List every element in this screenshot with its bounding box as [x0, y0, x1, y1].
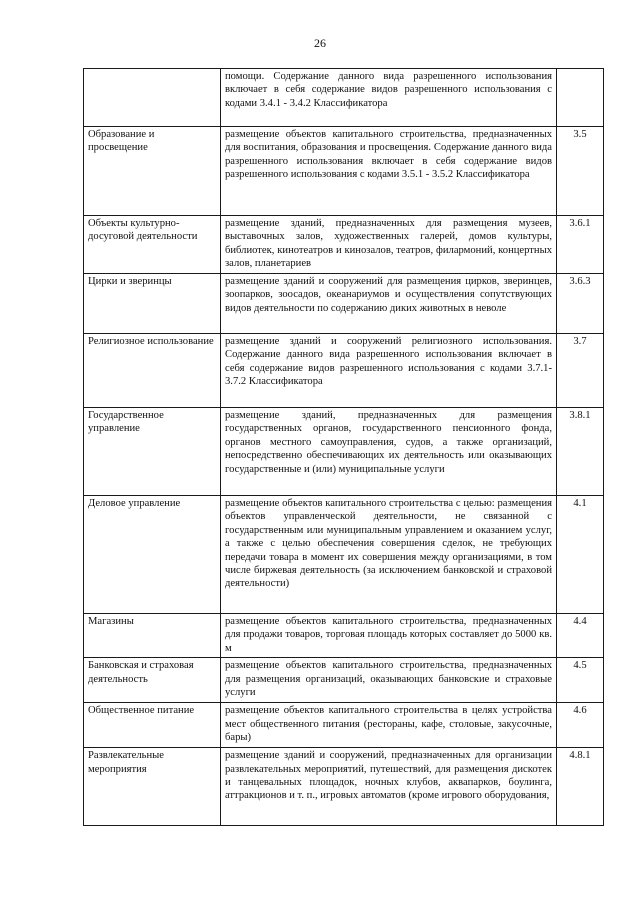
- use-type-description: размещение зданий, предназначенных для размещения музеев, выставочных залов, художественных галерей, домов культуры, библиотек, кинотеатров и кинозалов, театров, филармоний, концертных залов, планетариев: [221, 216, 557, 274]
- use-type-name: Магазины: [84, 614, 221, 658]
- use-type-name: Цирки и зверинцы: [84, 274, 221, 334]
- use-type-description: размещение зданий и сооружений, предназначенных для организации развлекательных мероприятий, путешествий, для размещения дискотек и танцевальных площадок, ночных клубов, аквапарков, боулинга, аттракционов и т. п., игровых автоматов (кроме игрового оборудования,: [221, 748, 557, 826]
- use-type-description: размещение объектов капитального строительства в целях устройства мест общественного питания (рестораны, кафе, столовые, закусочные, бары): [221, 703, 557, 748]
- use-type-description: помощи. Содержание данного вида разрешенного использования включает в себя содержание видов разрешенного использования с кодами 3.4.1 - 3.4.2 Классификатора: [221, 69, 557, 127]
- use-type-description: размещение объектов капитального строительства, предназначенных для воспитания, образования и просвещения. Содержание данного вида разрешенного использования включает в себя содержание видов разрешенного использования с кодами 3.5.1 - 3.5.2 Классификатора: [221, 127, 557, 216]
- table-body: [84, 69, 604, 826]
- use-type-code: 4.5: [557, 658, 604, 703]
- use-type-name: Банковская и страховая деятельность: [84, 658, 221, 703]
- use-type-code: 4.4: [557, 614, 604, 658]
- use-type-code: 3.7: [557, 334, 604, 408]
- use-type-description: размещение объектов капитального строительства с целью: размещения объектов управленческой деятельности, не связанной с государственным или муниципальным управлением и оказанием услуг, а также с целью обеспечения совершения сделок, не требующих передачи товара в момент их совершения между организациями, в том числе биржевая деятельность (за исключением банковской и страховой деятельности): [221, 496, 557, 614]
- use-type-description: размещение зданий и сооружений для размещения цирков, зверинцев, зоопарков, зоосадов, океанариумов и осуществления сопутствующих видов деятельности по содержанию диких животных в неволе: [221, 274, 557, 334]
- table-row: [84, 614, 604, 658]
- use-type-name: Религиозное использование: [84, 334, 221, 408]
- use-type-code: 3.6.3: [557, 274, 604, 334]
- use-type-name: Образование и просвещение: [84, 127, 221, 216]
- use-type-code: [557, 69, 604, 127]
- use-type-name: Деловое управление: [84, 496, 221, 614]
- use-type-name: Общественное питание: [84, 703, 221, 748]
- table-row: [84, 658, 604, 703]
- table-row: [84, 274, 604, 334]
- use-type-code: 3.5: [557, 127, 604, 216]
- use-type-description: размещение объектов капитального строительства, предназначенных для размещения организаций, оказывающих банковские и страховые услуги: [221, 658, 557, 703]
- page-number: 26: [314, 36, 326, 50]
- use-type-name: [84, 69, 221, 127]
- use-type-description: размещение зданий, предназначенных для размещения государственных органов, государственного пенсионного фонда, органов местного самоуправления, судов, а также организаций, непосредственно обеспечивающих их деятельность или оказывающих государственные и (или) муниципальные услуги: [221, 408, 557, 496]
- use-type-name: Государственное управление: [84, 408, 221, 496]
- table-row: [84, 408, 604, 496]
- land-use-table: [83, 68, 604, 826]
- use-type-code: 4.6: [557, 703, 604, 748]
- use-type-code: 3.6.1: [557, 216, 604, 274]
- use-type-description: размещение зданий и сооружений религиозного использования. Содержание данного вида разрешенного использования включает в себя содержание видов разрешенного использования с кодами 3.7.1-3.7.2 Классификатора: [221, 334, 557, 408]
- use-type-name: Объекты культурно-досуговой деятельности: [84, 216, 221, 274]
- use-type-name: Развлекательные мероприятия: [84, 748, 221, 826]
- table-row: [84, 496, 604, 614]
- table-row: [84, 127, 604, 216]
- use-type-code: 4.1: [557, 496, 604, 614]
- use-type-code: 3.8.1: [557, 408, 604, 496]
- table-row: [84, 69, 604, 127]
- table-row: [84, 334, 604, 408]
- use-type-description: размещение объектов капитального строительства, предназначенных для продажи товаров, торговая площадь которых составляет до 5000 кв. м: [221, 614, 557, 658]
- table-row: [84, 216, 604, 274]
- table-row: [84, 748, 604, 826]
- use-type-code: 4.8.1: [557, 748, 604, 826]
- table-row: [84, 703, 604, 748]
